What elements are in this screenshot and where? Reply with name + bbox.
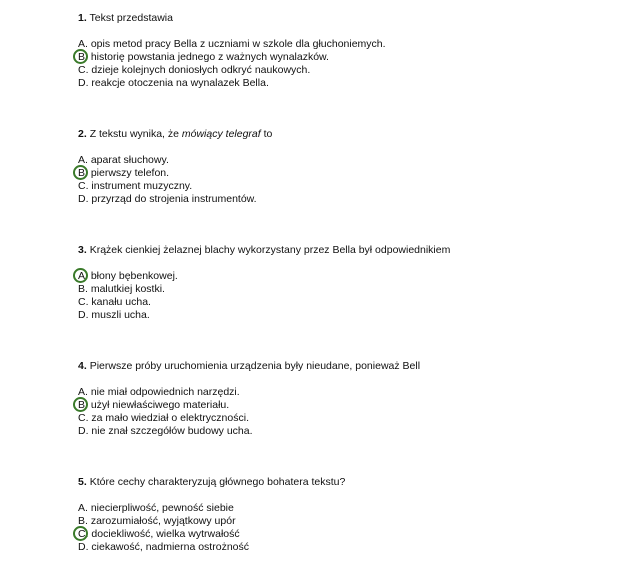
option-letter: A.: [78, 270, 88, 282]
option-letter: A.: [78, 502, 88, 514]
option-text: zarozumiałość, wyjątkowy upór: [90, 515, 236, 527]
option-c[interactable]: [78, 528, 598, 541]
option-letter: D.: [78, 309, 89, 321]
option-letter: B.: [78, 51, 88, 63]
option-d[interactable]: [78, 541, 598, 554]
option-letter: C.: [78, 180, 89, 192]
option-d[interactable]: [78, 77, 598, 90]
option-text: kanału ucha.: [91, 296, 151, 308]
option-letter: B.: [78, 515, 88, 527]
question-1: [78, 12, 598, 90]
option-a[interactable]: [78, 386, 598, 399]
option-letter: D.: [78, 541, 89, 553]
option-letter: D.: [78, 425, 89, 437]
option-c[interactable]: [78, 412, 598, 425]
option-text: opis metod pracy Bella z uczniami w szkole dla głuchoniemych.: [90, 38, 386, 50]
option-d[interactable]: [78, 425, 598, 438]
option-c[interactable]: [78, 296, 598, 309]
option-letter: B.: [78, 283, 88, 295]
question-prompt: Z tekstu wynika, że: [89, 128, 179, 140]
options-list: [78, 154, 598, 206]
question-prompt: Tekst przedstawia: [89, 12, 173, 24]
option-b[interactable]: [78, 51, 598, 64]
question-prompt-italic: mówiący telegraf: [181, 128, 261, 140]
question-1-title: [78, 12, 598, 25]
option-letter: C.: [78, 64, 89, 76]
answer-circle-mark: [73, 397, 88, 412]
option-a[interactable]: [78, 38, 598, 51]
options-list: [78, 270, 598, 322]
option-text: malutkiej kostki.: [90, 283, 165, 295]
option-text: aparat słuchowy.: [90, 154, 169, 166]
question-2: [78, 128, 598, 206]
option-letter: B.: [78, 399, 88, 411]
answer-circle-mark: [73, 268, 88, 283]
option-text: niecierpliwość, pewność siebie: [90, 502, 234, 514]
question-prompt: Pierwsze próby uruchomienia urządzenia były nieudane, ponieważ Bell: [89, 360, 421, 372]
option-text: muszli ucha.: [91, 309, 150, 321]
option-letter: A.: [78, 38, 88, 50]
options-list: [78, 386, 598, 438]
option-letter: C.: [78, 296, 89, 308]
option-a[interactable]: [78, 502, 598, 515]
option-text: nie znał szczegółów budowy ucha.: [91, 425, 253, 437]
answer-circle-mark: [73, 526, 88, 541]
option-text: dzieje kolejnych doniosłych odkryć naukowych.: [91, 64, 311, 76]
option-b[interactable]: [78, 515, 598, 528]
option-text: pierwszy telefon.: [90, 167, 170, 179]
question-3: [78, 244, 598, 322]
question-number: 1.: [78, 12, 87, 24]
option-text: dociekliwość, wielka wytrwałość: [91, 528, 240, 540]
option-a[interactable]: [78, 270, 598, 283]
question-prompt: Które cechy charakteryzują głównego bohatera tekstu?: [89, 476, 346, 488]
option-letter: A.: [78, 154, 88, 166]
option-text: użył niewłaściwego materiału.: [90, 399, 230, 411]
option-d[interactable]: [78, 309, 598, 322]
question-number: 3.: [78, 244, 87, 256]
question-number: 2.: [78, 128, 87, 140]
question-2-title: [78, 128, 598, 141]
option-letter: D.: [78, 77, 89, 89]
question-5: [78, 476, 598, 554]
option-b[interactable]: [78, 167, 598, 180]
question-5-title: [78, 476, 598, 489]
option-d[interactable]: [78, 193, 598, 206]
answer-circle-mark: [73, 165, 88, 180]
option-text: instrument muzyczny.: [91, 180, 193, 192]
options-list: [78, 502, 598, 554]
answer-circle-mark: [73, 49, 88, 64]
option-letter: A.: [78, 386, 88, 398]
option-c[interactable]: [78, 64, 598, 77]
option-text: nie miał odpowiednich narzędzi.: [90, 386, 240, 398]
option-text: ciekawość, nadmierna ostrożność: [91, 541, 249, 553]
option-text: za mało wiedział o elektryczności.: [91, 412, 249, 424]
option-letter: C.: [78, 412, 89, 424]
question-number: 5.: [78, 476, 87, 488]
option-a[interactable]: [78, 154, 598, 167]
option-letter: B.: [78, 167, 88, 179]
option-text: historię powstania jednego z ważnych wynalazków.: [90, 51, 329, 63]
option-letter: C.: [78, 528, 89, 540]
question-4-title: [78, 360, 598, 373]
option-text: błony bębenkowej.: [90, 270, 178, 282]
option-letter: D.: [78, 193, 89, 205]
option-c[interactable]: [78, 180, 598, 193]
question-prompt: Krążek cienkiej żelaznej blachy wykorzystany przez Bella był odpowiednikiem: [89, 244, 451, 256]
option-text: reakcje otoczenia na wynalazek Bella.: [91, 77, 269, 89]
question-prompt-end: to: [263, 128, 273, 140]
question-number: 4.: [78, 360, 87, 372]
option-b[interactable]: [78, 283, 598, 296]
options-list: [78, 38, 598, 90]
question-4: [78, 360, 598, 438]
option-b[interactable]: [78, 399, 598, 412]
question-3-title: [78, 244, 598, 257]
option-text: przyrząd do strojenia instrumentów.: [91, 193, 257, 205]
